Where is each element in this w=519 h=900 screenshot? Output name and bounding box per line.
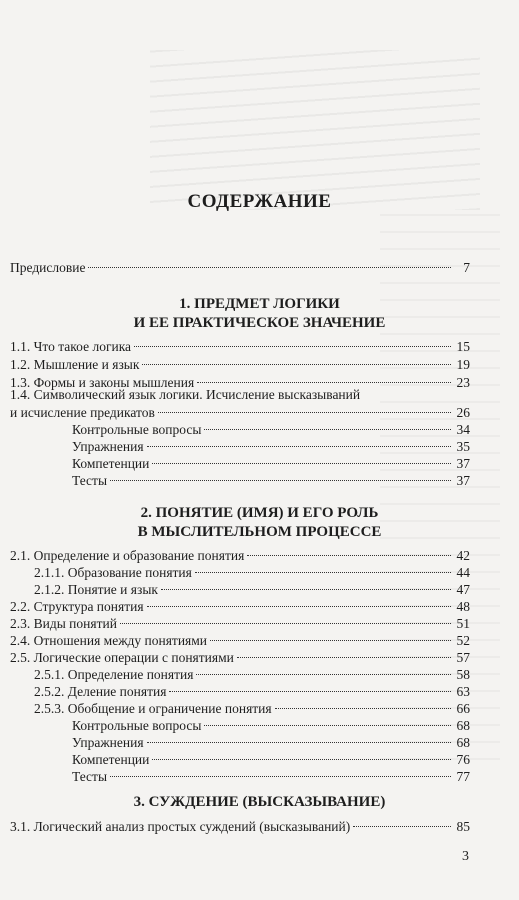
leader-dots xyxy=(204,725,451,726)
leader-dots xyxy=(147,742,451,743)
toc-entry-page: 57 xyxy=(456,650,470,665)
leader-dots xyxy=(110,480,451,481)
toc-entry xyxy=(72,717,470,735)
toc-entry-page: 76 xyxy=(456,752,470,767)
toc-entry-page: 52 xyxy=(456,633,470,648)
toc-entry-label: 2.5.1. Определение понятия xyxy=(34,667,194,682)
leader-dots xyxy=(147,446,451,447)
leader-dots xyxy=(247,555,451,556)
leader-dots xyxy=(152,759,451,760)
leader-dots xyxy=(152,463,451,464)
leader-dots xyxy=(210,640,451,641)
leader-dots xyxy=(88,267,451,268)
toc-entry-label: 2.5. Логические операции с понятиями xyxy=(10,650,234,665)
section-heading: 1. ПРЕДМЕТ ЛОГИКИ xyxy=(179,296,340,312)
toc-entry xyxy=(10,615,470,633)
toc-entry-page: 66 xyxy=(456,701,470,716)
toc-entry xyxy=(10,632,470,650)
page-number: 3 xyxy=(462,849,469,864)
toc-entry-label: 2.2. Структура понятия xyxy=(10,599,144,614)
toc-entry-page: 7 xyxy=(463,260,470,275)
toc-entry-label: Упражнения xyxy=(72,735,144,750)
section-heading: 2. ПОНЯТИЕ (ИМЯ) И ЕГО РОЛЬ xyxy=(140,505,379,521)
toc-entry-label: 2.5.3. Обобщение и ограничение понятия xyxy=(34,701,272,716)
leader-dots xyxy=(169,691,451,692)
toc-entry-page: 48 xyxy=(456,599,470,614)
bleed-through-text xyxy=(150,50,480,210)
leader-dots xyxy=(142,364,451,365)
leader-dots xyxy=(195,572,451,573)
leader-dots xyxy=(197,382,451,383)
toc-entry-page: 68 xyxy=(456,718,470,733)
toc-entry xyxy=(34,683,470,701)
leader-dots xyxy=(158,412,451,413)
toc-entry-label: Контрольные вопросы xyxy=(72,422,202,437)
toc-entry-label: 2.1. Определение и образование понятия xyxy=(10,548,245,563)
toc-entry-label: 1.4. Символический язык логики. Исчисление высказываний xyxy=(10,387,361,402)
toc-entry-page: 58 xyxy=(456,667,470,682)
toc-entry xyxy=(72,768,470,786)
toc-entry-label: 1.1. Что такое логика xyxy=(10,339,132,354)
toc-entry xyxy=(72,472,470,490)
toc-entry-label: и исчисление предикатов xyxy=(10,405,155,420)
section-heading: В МЫСЛИТЕЛЬНОМ ПРОЦЕССЕ xyxy=(137,524,382,540)
toc-entry xyxy=(10,356,470,374)
page-title: СОДЕРЖАНИЕ xyxy=(187,191,332,212)
toc-entry xyxy=(72,455,470,473)
leader-dots xyxy=(353,826,451,827)
leader-dots xyxy=(134,346,451,347)
toc-entry-page: 85 xyxy=(456,819,470,834)
leader-dots xyxy=(204,429,451,430)
toc-entry-label: 2.4. Отношения между понятиями xyxy=(10,633,208,648)
toc-entry-label: 3.1. Логический анализ простых суждений (высказываний) xyxy=(10,819,351,834)
toc-entry-page: 23 xyxy=(456,375,470,390)
leader-dots xyxy=(196,674,451,675)
toc-entry-label: 1.2. Мышление и язык xyxy=(10,357,140,372)
section-heading: И ЕЕ ПРАКТИЧЕСКОЕ ЗНАЧЕНИЕ xyxy=(133,315,386,331)
toc-entry-page: 15 xyxy=(456,339,470,354)
toc-entry-preface xyxy=(10,259,470,277)
leader-dots xyxy=(275,708,451,709)
toc-entry-label: Тесты xyxy=(72,769,108,784)
toc-entry xyxy=(10,649,470,667)
leader-dots xyxy=(110,776,451,777)
toc-entry-label: 2.1.1. Образование понятия xyxy=(34,565,192,580)
toc-entry xyxy=(34,564,470,582)
toc-entry-page: 34 xyxy=(456,422,470,437)
toc-entry xyxy=(10,338,470,356)
toc-entry-page: 77 xyxy=(456,769,470,784)
toc-entry-label: 2.3. Виды понятий xyxy=(10,616,117,631)
toc-entry xyxy=(10,404,470,422)
section-heading: 3. СУЖДЕНИЕ (ВЫСКАЗЫВАНИЕ) xyxy=(133,794,386,810)
leader-dots xyxy=(237,657,451,658)
toc-entry-page: 19 xyxy=(456,357,470,372)
toc-entry xyxy=(34,581,470,599)
toc-entry xyxy=(10,818,470,836)
toc-entry xyxy=(34,666,470,684)
toc-entry-label: 2.1.2. Понятие и язык xyxy=(34,582,158,597)
toc-entry xyxy=(72,438,470,456)
toc-entry-label: Компетенции xyxy=(72,456,150,471)
toc-entry xyxy=(34,700,470,718)
toc-entry-page: 35 xyxy=(456,439,470,454)
leader-dots xyxy=(120,623,451,624)
toc-entry-page: 26 xyxy=(456,405,470,420)
toc-entry xyxy=(72,751,470,769)
toc-entry-page: 37 xyxy=(456,473,470,488)
toc-entry-label: 2.5.2. Деление понятия xyxy=(34,684,167,699)
toc-entry xyxy=(10,547,470,565)
toc-entry-page: 47 xyxy=(456,582,470,597)
toc-entry-page: 44 xyxy=(456,565,470,580)
toc-entry xyxy=(10,598,470,616)
leader-dots xyxy=(161,589,451,590)
toc-entry-page: 51 xyxy=(456,616,470,631)
toc-entry xyxy=(72,421,470,439)
toc-entry-label: Тесты xyxy=(72,473,108,488)
toc-entry-label: Компетенции xyxy=(72,752,150,767)
toc-entry xyxy=(72,734,470,752)
toc-entry-page: 68 xyxy=(456,735,470,750)
toc-entry-page: 37 xyxy=(456,456,470,471)
toc-entry-label: Контрольные вопросы xyxy=(72,718,202,733)
leader-dots xyxy=(147,606,451,607)
toc-entry-page: 42 xyxy=(456,548,470,563)
toc-entry-label: 1.3. Формы и законы мышления xyxy=(10,375,195,390)
toc-entry-page: 63 xyxy=(456,684,470,699)
toc-entry-label: Упражнения xyxy=(72,439,144,454)
toc-entry-label: Предисловие xyxy=(10,260,86,275)
